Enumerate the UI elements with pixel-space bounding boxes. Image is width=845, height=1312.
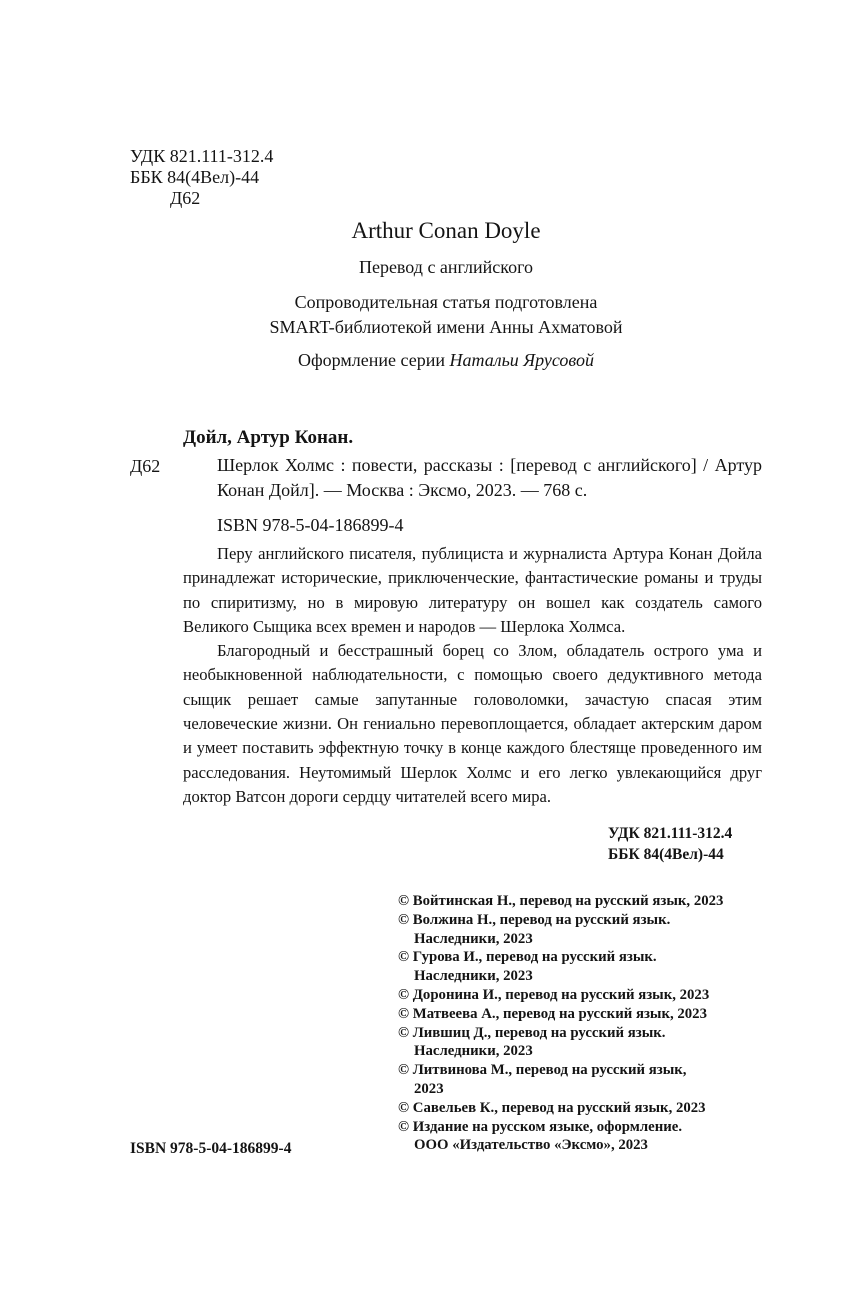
copyright-line-continued: Наследники, 2023: [414, 930, 533, 947]
copyright-line-continued: Наследники, 2023: [414, 1043, 533, 1060]
bibliographic-description: Шерлок Холмс : повести, рассказы : [перевод с английского] / Артур Конан Дойл]. — Москва : Эксмо, 2023. — 768 с.: [217, 455, 762, 500]
copyright-entry: [398, 1005, 723, 1024]
author-mark: Д62: [170, 188, 201, 208]
copyright-line: © Гурова И., перевод на русский язык.: [398, 949, 657, 966]
copyright-line: © Волжина Н., перевод на русский язык.: [398, 911, 671, 928]
bibliographic-isbn: ISBN 978-5-04-186899-4: [217, 515, 404, 535]
design-author: Натальи Ярусовой: [449, 350, 594, 370]
copyright-line-continued: Наследники, 2023: [414, 968, 533, 985]
translation-note: Перевод с английского: [358, 257, 534, 277]
copyright-entry: [398, 1024, 723, 1062]
copyright-entry: [398, 948, 723, 986]
copyright-line: © Матвеева А., перевод на русский язык, 2023: [398, 1005, 707, 1022]
bbk-code: ББК 84(4Вел)-44: [130, 167, 260, 187]
copyright-entry: [398, 986, 723, 1005]
copyright-entry: [398, 1099, 723, 1118]
copyright-line-continued: 2023: [414, 1080, 444, 1097]
copyright-entry: [398, 892, 723, 911]
bibliographic-author-mark: Д62: [130, 456, 161, 476]
copyright-entry: [398, 1118, 723, 1156]
copyright-entry: [398, 911, 723, 949]
bibliographic-author-heading: Дойл, Артур Конан.: [183, 427, 354, 448]
copyright-list: [398, 892, 723, 1155]
copyright-entry: [398, 1061, 723, 1099]
classification-block: [130, 146, 273, 209]
design-prefix: Оформление серии: [298, 350, 445, 370]
copyright-line: © Литвинова М., перевод на русский язык,: [398, 1062, 687, 1079]
accompanying-line-2: SMART-библиотекой имени Анны Ахматовой: [269, 317, 623, 337]
copyright-line: © Доронина И., перевод на русский язык, 2023: [398, 986, 710, 1003]
author-original-name: Arthur Conan Doyle: [351, 218, 541, 243]
udk-code: УДК 821.111-312.4: [130, 146, 274, 166]
copyright-line: © Издание на русском языке, оформление.: [398, 1118, 683, 1135]
copyright-line: © Савельев К., перевод на русский язык, 2023: [398, 1099, 706, 1116]
copyright-line-continued: ООО «Издательство «Эксмо», 2023: [414, 1137, 648, 1154]
classification-bottom: [608, 823, 732, 865]
annotation-paragraph: Благородный и бесстрашный борец со Злом, обладатель острого ума и необыкновенной наблюдательности, с помощью своего дедуктивного метода сыщик решает самые запутанные головоломки, зачастую спасая этим человеческие жизни. Он гениально перевоплощается, обладает актерским даром и умеет поставить эффектную точку в конце каждого блестяще проведенного им расследования. Неутомимый Шерлок Холмс и его легко увлекающийся друг доктор Ватсон дороги сердцу читателей всего мира.: [183, 641, 762, 806]
bbk-code-bottom: ББК 84(4Вел)-44: [608, 846, 724, 863]
copyright-line: © Лившиц Д., перевод на русский язык.: [398, 1024, 666, 1041]
isbn-bottom: ISBN 978-5-04-186899-4: [130, 1140, 292, 1157]
annotation: [183, 542, 762, 809]
copyright-line: © Войтинская Н., перевод на русский язык, 2023: [398, 893, 724, 909]
udk-code-bottom: УДК 821.111-312.4: [608, 825, 733, 842]
series-design-credit: [160, 350, 732, 371]
accompanying-line-1: Сопроводительная статья подготовлена: [294, 292, 598, 312]
annotation-paragraph: Перу английского писателя, публициста и журналиста Артура Конан Дойла принадлежат исторические, приключенческие, фантастические романы и труды по спиритизму, но в мировую литературу он вошел как создатель самого Великого Сыщика всех времен и народов — Шерлока Холмса.: [183, 544, 762, 636]
accompanying-article-note: [160, 290, 732, 340]
